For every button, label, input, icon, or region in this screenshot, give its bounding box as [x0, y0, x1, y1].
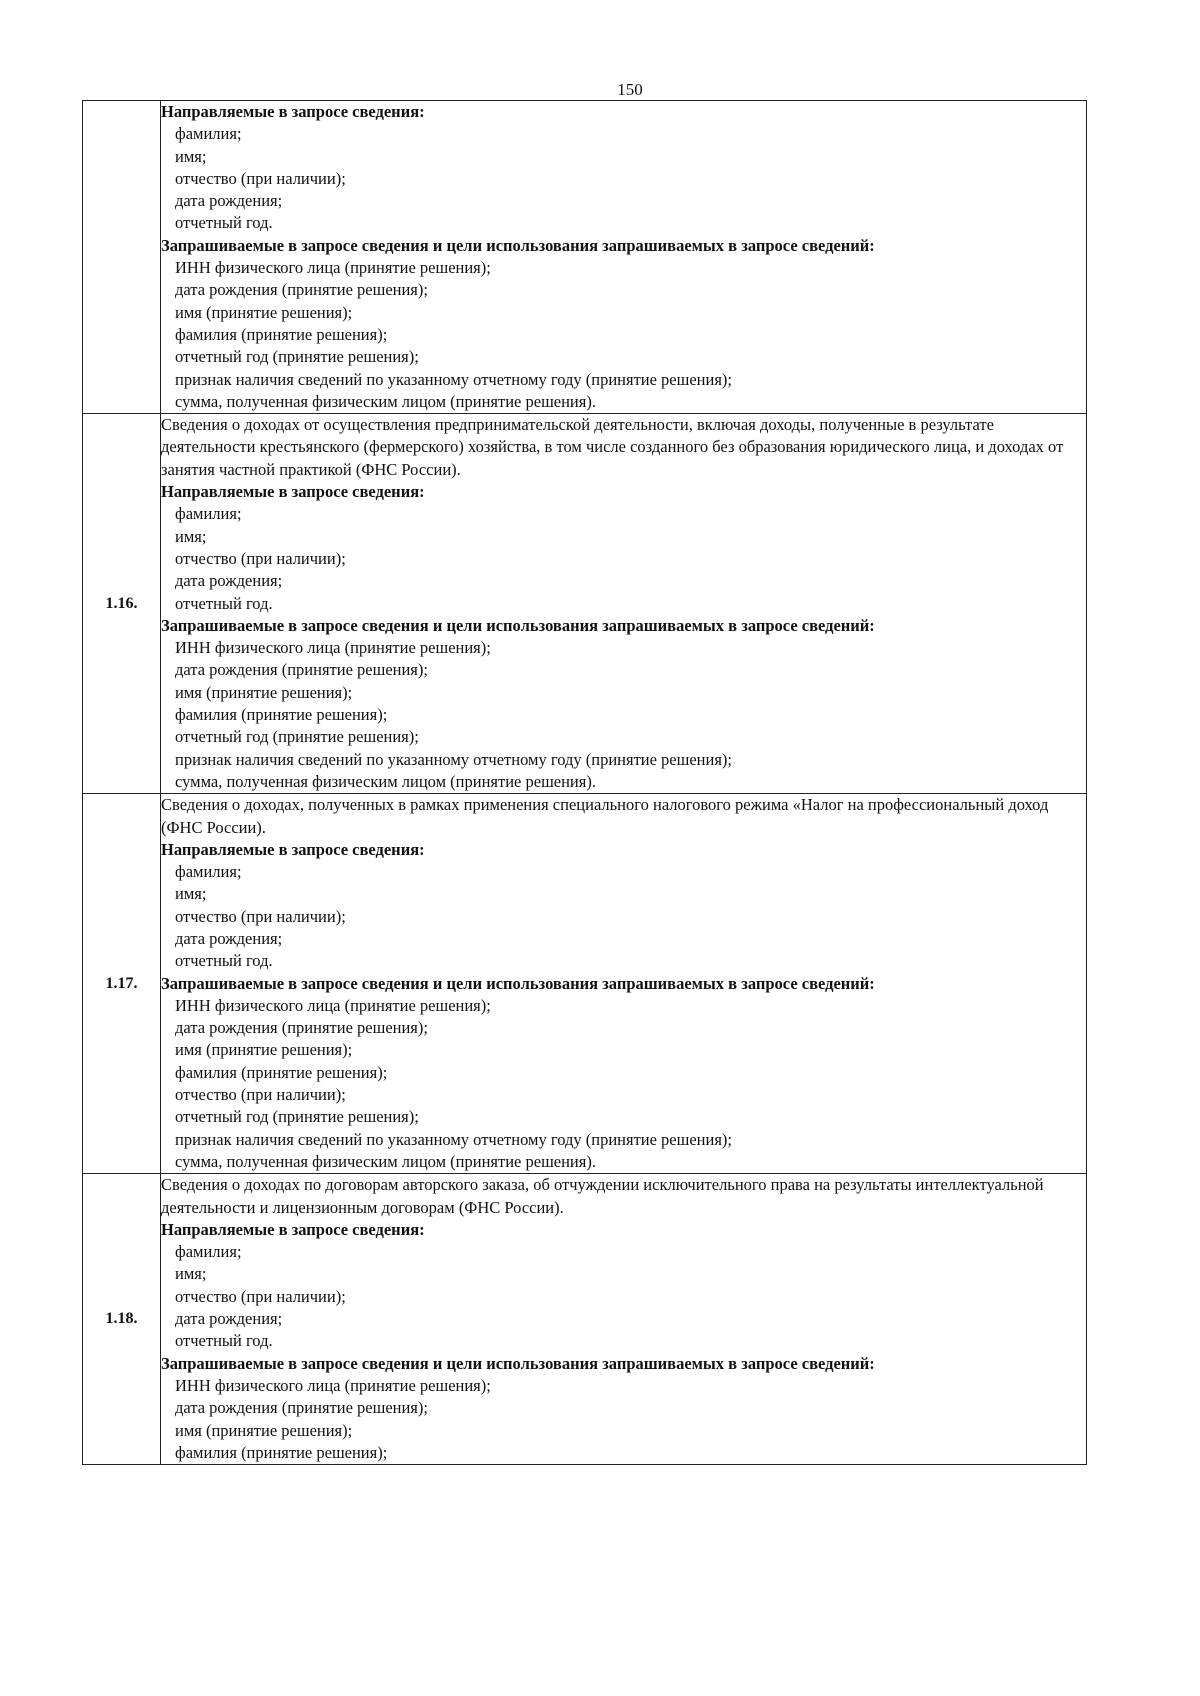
sent-field-item: отчество (при наличии);: [175, 1286, 346, 1306]
row-content: [161, 414, 1087, 794]
sent-fields-header: Направляемые в запросе сведения:: [161, 839, 425, 859]
sent-field-item: имя;: [175, 1264, 207, 1284]
requested-field-item: признак наличия сведений по указанному отчетному году (принятие решения);: [175, 1129, 732, 1149]
requested-field-item: ИНН физического лица (принятие решения);: [175, 638, 491, 658]
requested-field-item: ИНН физического лица (принятие решения);: [175, 1375, 491, 1395]
table-row: [83, 414, 1087, 794]
sent-fields-header: Направляемые в запросе сведения:: [161, 1219, 425, 1239]
sent-field-item: фамилия;: [175, 504, 242, 524]
requested-field-item: имя (принятие решения);: [175, 1040, 353, 1060]
sent-field-item: дата рождения;: [175, 571, 283, 591]
sent-field-item: отчетный год.: [175, 951, 273, 971]
requested-field-item: дата рождения (принятие решения);: [175, 660, 428, 680]
sent-field-item: отчетный год.: [175, 593, 273, 613]
sent-field-item: фамилия;: [175, 124, 242, 144]
row-content: [161, 1174, 1087, 1465]
sent-field-item: отчетный год.: [175, 1331, 273, 1351]
row-number: 1.18.: [83, 1174, 161, 1465]
sent-fields-header: Направляемые в запросе сведения:: [161, 482, 425, 502]
sent-fields-header: Направляемые в запросе сведения:: [161, 102, 425, 121]
sent-field-item: имя;: [175, 526, 207, 546]
table-body: [83, 101, 1087, 1465]
service-description: Сведения о доходах от осуществления предпринимательской деятельности, включая доходы, полученные в результате деятельности крестьянского (фермерского) хозяйства, в том числе созданного без образования юридического лица, и доходах от занятия частной практикой (ФНС России).: [161, 415, 1064, 479]
row-number: [83, 101, 161, 414]
table-row: [83, 1174, 1087, 1465]
requested-field-item: сумма, полученная физическим лицом (принятие решения).: [175, 771, 596, 791]
sent-field-item: имя;: [175, 884, 207, 904]
requested-field-item: имя (принятие решения);: [175, 302, 353, 322]
sent-field-item: дата рождения;: [175, 1309, 283, 1329]
sent-field-item: отчество (при наличии);: [175, 168, 346, 188]
requested-fields-header: Запрашиваемые в запросе сведения и цели использования запрашиваемых в запросе сведений:: [161, 973, 875, 993]
sent-field-item: отчетный год.: [175, 213, 273, 233]
row-content: [161, 794, 1087, 1174]
requested-field-item: ИНН физического лица (принятие решения);: [175, 258, 491, 278]
page-number: 150: [617, 80, 643, 99]
requested-field-item: фамилия (принятие решения);: [175, 324, 388, 344]
sent-field-item: дата рождения;: [175, 928, 283, 948]
service-description: Сведения о доходах по договорам авторского заказа, об отчуждении исключительного права на результаты интеллектуальной деятельности и лицензионным договорам (ФНС России).: [161, 1175, 1044, 1217]
requested-field-item: дата рождения (принятие решения);: [175, 1018, 428, 1038]
requested-field-item: имя (принятие решения);: [175, 1420, 353, 1440]
requested-field-item: отчетный год (принятие решения);: [175, 1107, 419, 1127]
requested-field-item: дата рождения (принятие решения);: [175, 280, 428, 300]
requested-field-item: фамилия (принятие решения);: [175, 705, 388, 725]
requested-field-item: отчество (при наличии);: [175, 1085, 346, 1105]
requested-field-item: имя (принятие решения);: [175, 682, 353, 702]
table-row: [83, 794, 1087, 1174]
sent-field-item: имя;: [175, 146, 207, 166]
requested-field-item: отчетный год (принятие решения);: [175, 347, 419, 367]
sent-field-item: фамилия;: [175, 862, 242, 882]
requested-fields-header: Запрашиваемые в запросе сведения и цели использования запрашиваемых в запросе сведений:: [161, 615, 875, 635]
requested-field-item: сумма, полученная физическим лицом (принятие решения).: [175, 391, 596, 411]
row-content: [161, 101, 1087, 414]
requested-field-item: фамилия (принятие решения);: [175, 1062, 388, 1082]
sent-field-item: фамилия;: [175, 1242, 242, 1262]
requested-field-item: фамилия (принятие решения);: [175, 1442, 388, 1462]
sent-field-item: отчество (при наличии);: [175, 548, 346, 568]
requested-field-item: сумма, полученная физическим лицом (принятие решения).: [175, 1151, 596, 1171]
requested-field-item: отчетный год (принятие решения);: [175, 727, 419, 747]
row-number: 1.17.: [83, 794, 161, 1174]
sent-field-item: отчество (при наличии);: [175, 906, 346, 926]
requested-field-item: признак наличия сведений по указанному отчетному году (принятие решения);: [175, 369, 732, 389]
service-description: Сведения о доходах, полученных в рамках применения специального налогового режима «Налог на профессиональный доход (ФНС России).: [161, 795, 1049, 837]
table-row: [83, 101, 1087, 414]
requested-fields-header: Запрашиваемые в запросе сведения и цели использования запрашиваемых в запросе сведений:: [161, 235, 875, 255]
services-table: [82, 100, 1087, 1465]
sent-field-item: дата рождения;: [175, 191, 283, 211]
requested-fields-header: Запрашиваемые в запросе сведения и цели использования запрашиваемых в запросе сведений:: [161, 1353, 875, 1373]
requested-field-item: дата рождения (принятие решения);: [175, 1398, 428, 1418]
requested-field-item: признак наличия сведений по указанному отчетному году (принятие решения);: [175, 749, 732, 769]
requested-field-item: ИНН физического лица (принятие решения);: [175, 995, 491, 1015]
row-number: 1.16.: [83, 414, 161, 794]
